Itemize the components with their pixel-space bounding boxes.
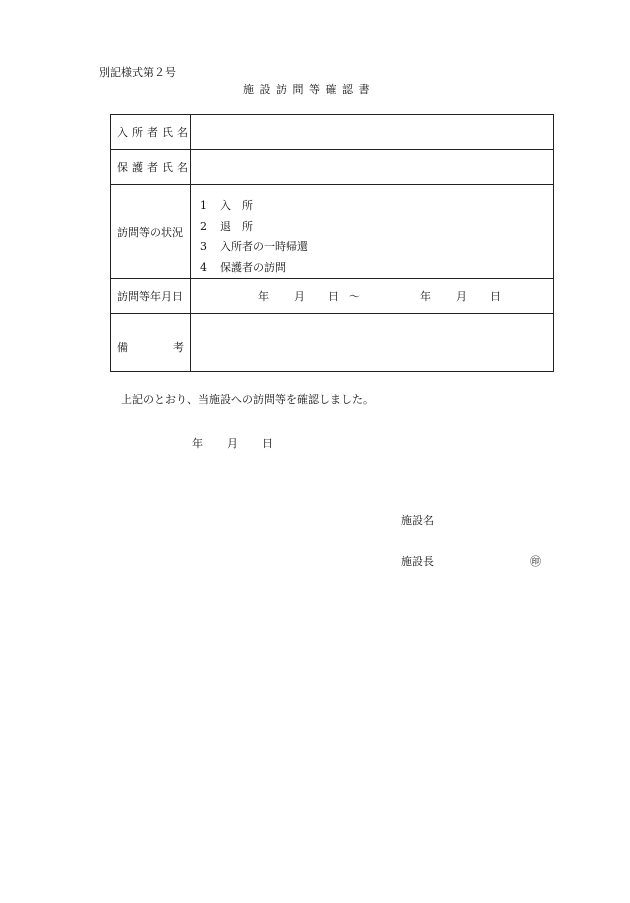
guardian-name-field[interactable] xyxy=(191,150,554,185)
confirmation-table xyxy=(110,114,554,372)
visit-date-label: 訪問等年月日 xyxy=(111,279,191,314)
status-option-number: 1 xyxy=(200,199,207,212)
table-row xyxy=(111,314,554,372)
status-option-text: 入 所 xyxy=(220,199,253,212)
visit-status-cell xyxy=(191,185,554,279)
status-option-text: 退 所 xyxy=(220,219,253,233)
remarks-label-char: 考 xyxy=(173,340,184,354)
status-option[interactable] xyxy=(200,196,553,217)
confirmation-date-day: 日 xyxy=(262,437,273,450)
date-range-tilde: ～ xyxy=(349,290,360,303)
table-row xyxy=(111,150,554,185)
visit-date-field[interactable] xyxy=(191,279,554,314)
status-option[interactable] xyxy=(200,237,553,258)
status-option-number: 3 xyxy=(200,240,207,253)
confirmation-date-month: 月 xyxy=(227,437,238,450)
date-from-day: 日 xyxy=(328,290,339,303)
table-row xyxy=(111,115,554,150)
form-number: 別記様式第２号 xyxy=(99,66,176,79)
status-option[interactable] xyxy=(200,217,553,238)
facility-name-label: 施設名 xyxy=(401,514,434,527)
document-title: 施設訪問等確認書 xyxy=(243,83,375,96)
facility-head-label: 施設長 xyxy=(401,555,434,568)
table-row xyxy=(111,279,554,314)
remarks-label-char: 備 xyxy=(117,340,128,354)
date-to-year: 年 xyxy=(420,290,431,303)
remarks-field[interactable] xyxy=(191,314,554,372)
confirmation-date-year: 年 xyxy=(192,437,203,450)
date-from-month: 月 xyxy=(294,290,305,303)
visit-status-label: 訪問等の状況 xyxy=(111,185,191,279)
visit-status-list xyxy=(191,185,553,278)
table-row xyxy=(111,185,554,279)
status-option-number: 4 xyxy=(200,260,207,274)
seal-mark: ㊞ xyxy=(530,555,541,568)
resident-name-label: 入所者氏名 xyxy=(111,115,191,150)
status-option[interactable] xyxy=(200,258,553,279)
status-option-text: 入所者の一時帰還 xyxy=(220,240,308,253)
status-option-text: 保護者の訪問 xyxy=(220,260,286,274)
date-to-day: 日 xyxy=(490,290,501,303)
remarks-label xyxy=(111,314,191,372)
guardian-name-label: 保護者氏名 xyxy=(111,150,191,185)
resident-name-field[interactable] xyxy=(191,115,554,150)
date-to-month: 月 xyxy=(456,290,467,303)
confirmation-text: 上記のとおり、当施設への訪問等を確認しました。 xyxy=(121,393,374,406)
date-from-year: 年 xyxy=(258,290,269,303)
status-option-number: 2 xyxy=(200,219,207,233)
